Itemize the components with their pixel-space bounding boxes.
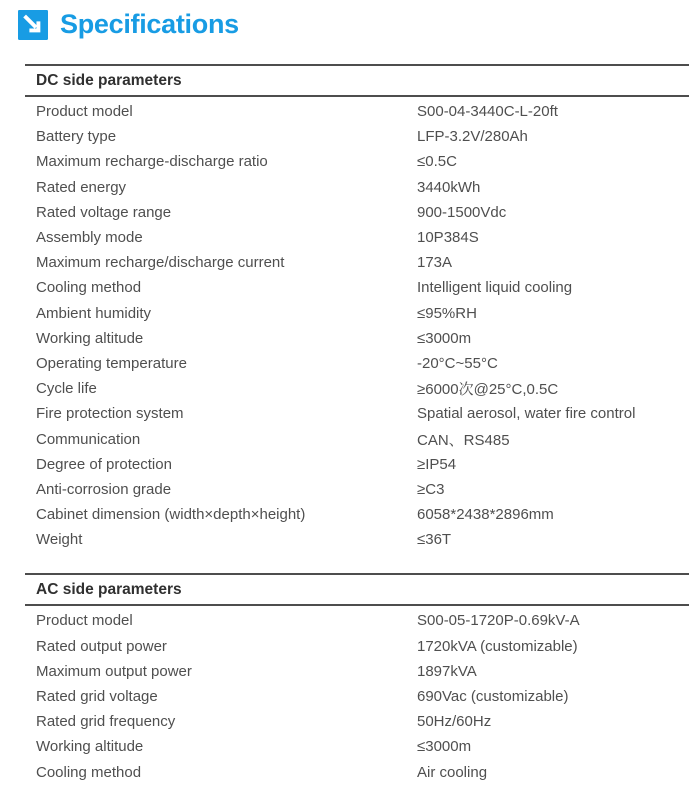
spec-label: Rated grid voltage (36, 688, 158, 706)
spec-label: Cooling method (36, 279, 142, 297)
spec-label: Product model (36, 103, 133, 121)
spec-value: 3440kWh (417, 178, 481, 196)
spec-value: 173A (417, 254, 453, 272)
spec-label: Cycle life (36, 380, 97, 398)
page-title: Specifications (60, 9, 239, 39)
spec-row (25, 175, 689, 200)
spec-row (25, 426, 689, 451)
spec-label: Rated energy (36, 178, 127, 196)
spec-label: Battery type (36, 128, 117, 146)
spec-row (25, 760, 689, 785)
spec-row (25, 684, 689, 709)
spec-value: 50Hz/60Hz (417, 713, 492, 731)
spec-value: LFP-3.2V/280Ah (417, 128, 528, 146)
spec-label: Cooling method (36, 763, 142, 781)
spec-value: ≤3000m (417, 329, 472, 347)
spec-row (25, 452, 689, 477)
spec-label: Operating temperature (36, 354, 187, 372)
spec-label: Degree of protection (36, 455, 172, 473)
spec-row (25, 99, 689, 124)
spec-row (25, 527, 689, 552)
spec-value: 900-1500Vdc (417, 203, 507, 221)
dc-section-title: DC side parameters (25, 64, 689, 97)
spec-row (25, 149, 689, 174)
dc-parameters-section (25, 64, 689, 552)
spec-value: 10P384S (417, 229, 479, 247)
spec-label: Cabinet dimension (width×depth×height) (36, 506, 306, 524)
ac-parameters-section (25, 573, 689, 784)
spec-row (25, 401, 689, 426)
spec-label: Ambient humidity (36, 304, 152, 322)
spec-row (25, 250, 689, 275)
spec-label: Assembly mode (36, 229, 143, 247)
spec-row (25, 477, 689, 502)
spec-value: 690Vac (customizable) (417, 688, 569, 706)
spec-label: Communication (36, 430, 141, 448)
spec-value: S00-04-3440C-L-20ft (417, 103, 558, 121)
spec-label: Working altitude (36, 329, 144, 347)
spec-value: Intelligent liquid cooling (417, 279, 573, 297)
spec-label: Weight (36, 531, 83, 549)
spec-value: ≥6000次@25°C,0.5C (417, 381, 559, 399)
dc-section-rows (25, 97, 689, 552)
spec-row (25, 659, 689, 684)
spec-row (25, 301, 689, 326)
ac-section-rows (25, 606, 689, 784)
spec-label: Anti-corrosion grade (36, 480, 172, 498)
spec-label: Rated grid frequency (36, 713, 176, 731)
spec-value: -20°C~55°C (417, 354, 498, 372)
spec-label: Fire protection system (36, 405, 184, 423)
ac-section-title: AC side parameters (25, 573, 689, 606)
spec-label: Maximum recharge-discharge ratio (36, 153, 268, 171)
spec-value: ≤0.5C (417, 153, 457, 171)
spec-row (25, 608, 689, 633)
spec-value: ≤36T (417, 531, 452, 549)
spec-value: S00-05-1720P-0.69kV-A (417, 612, 580, 630)
spec-row (25, 734, 689, 759)
spec-value: 6058*2438*2896mm (417, 506, 554, 524)
spec-value: 1897kVA (417, 662, 477, 680)
spec-row (25, 326, 689, 351)
spec-value: 1720kVA (customizable) (417, 637, 578, 655)
spec-label: Rated output power (36, 637, 167, 655)
spec-value: ≥C3 (417, 480, 445, 498)
spec-value: ≤95%RH (417, 304, 477, 322)
spec-row (25, 124, 689, 149)
spec-label: Product model (36, 612, 133, 630)
spec-row (25, 200, 689, 225)
spec-row (25, 351, 689, 376)
spec-row (25, 502, 689, 527)
spec-label: Maximum output power (36, 662, 192, 680)
spec-label: Working altitude (36, 738, 144, 756)
spec-row (25, 376, 689, 401)
spec-row (25, 709, 689, 734)
diagonal-arrow-icon (18, 10, 48, 40)
spec-value: Spatial aerosol, water fire control (417, 405, 636, 423)
spec-row (25, 275, 689, 300)
spec-value: CAN、RS485 (417, 431, 510, 449)
spec-row (25, 225, 689, 250)
spec-label: Rated voltage range (36, 203, 172, 221)
spec-label: Maximum recharge/discharge current (36, 254, 285, 272)
spec-value: ≥IP54 (417, 455, 457, 473)
spec-value: Air cooling (417, 763, 488, 781)
page-header (0, 0, 689, 40)
spec-row (25, 634, 689, 659)
spec-value: ≤3000m (417, 738, 472, 756)
